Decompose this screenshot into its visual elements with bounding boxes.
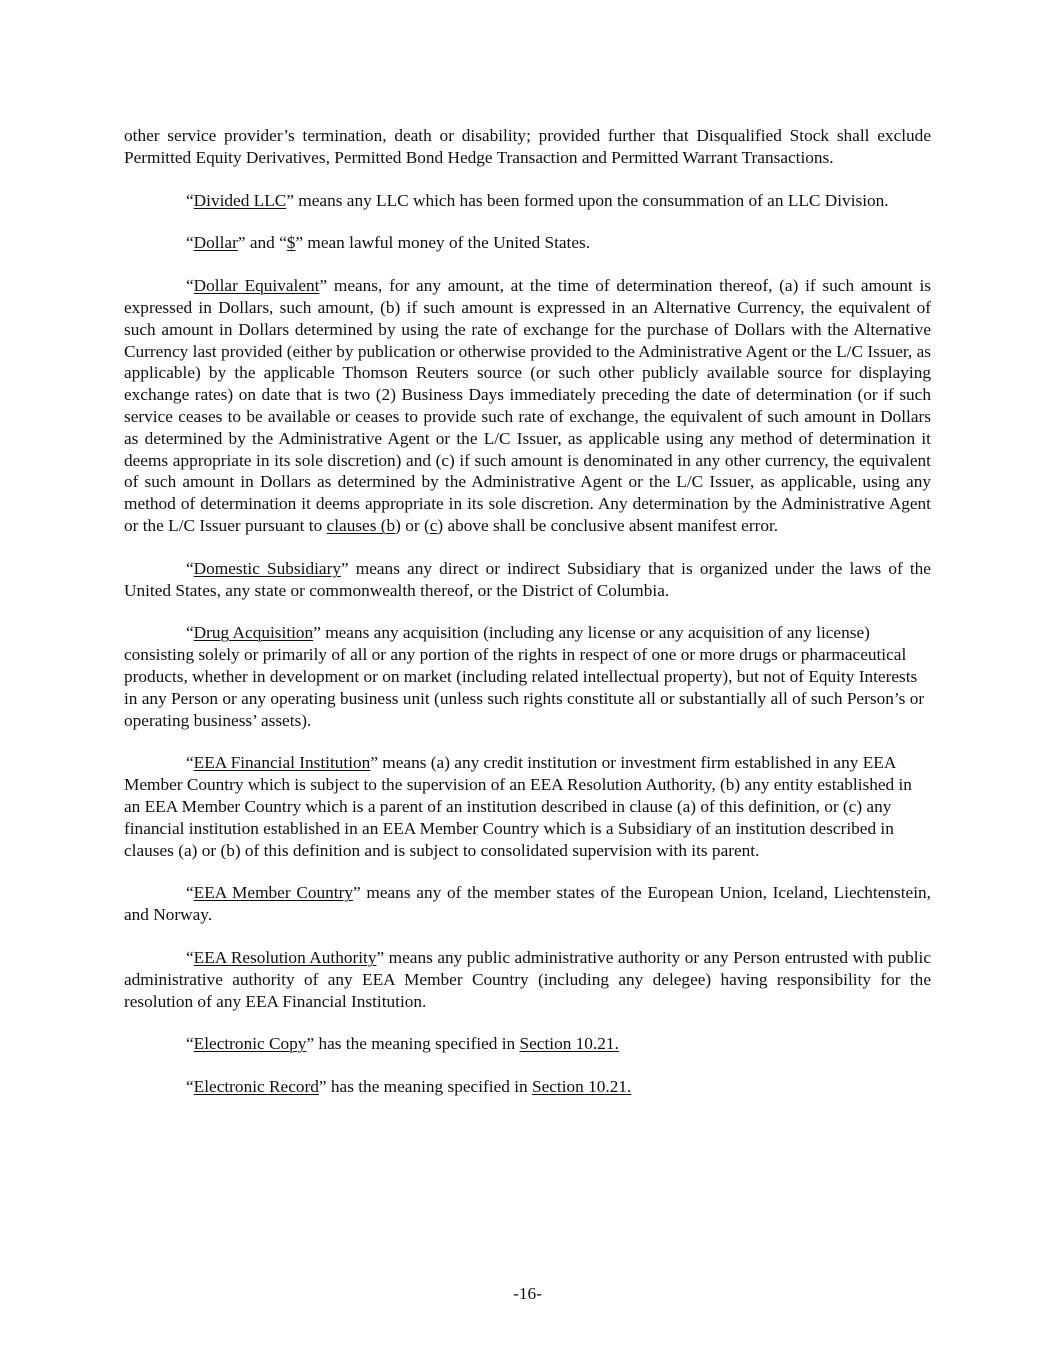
defined-term: Electronic Record xyxy=(193,1077,319,1097)
defined-term: Domestic Subsidiary xyxy=(193,558,341,578)
page-body xyxy=(124,125,931,1119)
definition-text: ” means any LLC which has been formed upon the consummation of an LLC Division. xyxy=(286,190,889,210)
definition-electronic-record: “Electronic Record” has the meaning specified in Section 10.21. xyxy=(186,1077,632,1097)
defined-term: EEA Member Country xyxy=(193,883,353,903)
definition-dollar-equivalent: “Dollar Equivalent” means, for any amount, at the time of determination thereof, (a) if such amount is expressed in Dollars, such amount, (b) if such amount is expressed in an Alternative Currency, the equivalent of such amount in Dollars determined by using the rate of exchange for the purchase of Dollars with the Alternative Currency last provided (either by publication or otherwise provided to the Administrative Agent or the L/C Issuer, as applicable) by the applicable Thomson Reuters source (or such other publicly available source for displaying exchange rates) on date that is two (2) Business Days immediately preceding the date of determination (or if such service ceases to be available or ceases to provide such rate of exchange, the equivalent of such amount in Dollars as determined by the Administrative Agent or the L/C Issuer, as applicable using any method of determination it deems appropriate in its sole discretion) and (c) if such amount is denominated in any other currency, the equivalent of such amount in Dollars as determined by the Administrative Agent or the L/C Issuer, as applicable, using any method of determination it deems appropriate in its sole discretion. Any determination by the Administrative Agent or the L/C Issuer pursuant to clauses (b) or (c) above shall be conclusive absent manifest error. xyxy=(124,276,931,535)
definition-tail: ) above shall be conclusive absent manifest error. xyxy=(437,515,779,535)
defined-term-2: $ xyxy=(286,233,296,253)
defined-term: Dollar Equivalent xyxy=(193,276,320,296)
defined-term: EEA Financial Institution xyxy=(193,753,371,773)
definition-domestic-subsidiary: “Domestic Subsidiary” means any direct or indirect Subsidiary that is organized under the laws of the United States, any state or commonwealth thereof, or the District of Columbia. xyxy=(124,558,931,600)
definition-text: ” has the meaning specified in xyxy=(306,1034,520,1054)
cross-reference: clauses (b xyxy=(326,515,396,535)
definition-text: ” has the meaning specified in xyxy=(318,1077,532,1097)
defined-term: Dollar xyxy=(193,233,238,253)
defined-term: Drug Acquisition xyxy=(193,623,314,643)
defined-term: Divided LLC xyxy=(193,190,287,210)
page-number: -16- xyxy=(513,1284,542,1303)
definition-text: ” means any acquisition (including any license or any acquisition of any license) consisting solely or primarily of all or any portion of the rights in respect of one or more drugs or pharmaceutical products, whether in development or on market (including related intellectual property), but not of Equity Interests in any Person or any operating business unit (unless such rights constitute all or substantially all of such Person’s or operating business’ assets). xyxy=(124,623,925,730)
definition-drug-acquisition: “Drug Acquisition” means any acquisition (including any license or any acquisition of any license) consisting solely or primarily of all or any portion of the rights in respect of one or more drugs or pharmaceutical products, whether in development or on market (including related intellectual property), but not of Equity Interests in any Person or any operating business unit (unless such rights constitute all or substantially all of such Person’s or operating business’ assets). xyxy=(124,623,925,730)
definition-text: ” means any direct or indirect Subsidiary that is organized under the laws of the United States, any state or commonwealth thereof, or the District of Columbia. xyxy=(124,558,931,600)
definition-eea-resolution-authority: “EEA Resolution Authority” means any public administrative authority or any Person entrusted with public administrative authority of any EEA Member Country (including any delegee) having responsibility for the resolution of any EEA Financial Institution. xyxy=(124,947,931,1011)
definition-electronic-copy: “Electronic Copy” has the meaning specified in Section 10.21. xyxy=(186,1034,619,1054)
definition-text: ” means any public administrative authority or any Person entrusted with public administrative authority of any EEA Member Country (including any delegee) having responsibility for the resolution of any EEA Financial Institution. xyxy=(124,947,931,1011)
definition-text: ” means, for any amount, at the time of determination thereof, (a) if such amount is expressed in Dollars, such amount, (b) if such amount is expressed in an Alternative Currency, the equivalent of such amount in Dollars determined by using the rate of exchange for the purchase of Dollars with the Alternative Currency last provided (either by publication or otherwise provided to the Administrative Agent or the L/C Issuer, as applicable) by the applicable Thomson Reuters source (or such other publicly available source for displaying exchange rates) on date that is two (2) Business Days immediately preceding the date of determination (or if such service ceases to be available or ceases to provide such rate of exchange, the equivalent of such amount in Dollars as determined by the Administrative Agent or the L/C Issuer, as applicable using any method of determination it deems appropriate in its sole discretion) and (c) if such amount is denominated in any other currency, the equivalent of such amount in Dollars as determined by the Administrative Agent or the L/C Issuer, as applicable, using any method of determination it deems appropriate in its sole discretion. Any determination by the Administrative Agent or the L/C Issuer pursuant to xyxy=(124,276,931,535)
definition-connector: ) or ( xyxy=(395,515,430,535)
defined-term: Electronic Copy xyxy=(193,1034,307,1054)
definition-text: ” means any of the member states of the European Union, Iceland, Liechtenstein, and Norway. xyxy=(124,883,931,925)
continuation-paragraph: other service provider’s termination, death or disability; provided further that Disqualified Stock shall exclude Permitted Equity Derivatives, Permitted Bond Hedge Transaction and Permitted Warrant Transactions. xyxy=(124,126,931,167)
defined-term: EEA Resolution Authority xyxy=(193,947,377,967)
definition-dollar: “Dollar” and “$” mean lawful money of the United States. xyxy=(186,233,591,253)
definition-text: ” means (a) any credit institution or investment firm established in any EEA Member Country which is subject to the supervision of an EEA Resolution Authority, (b) any entity established in an EEA Member Country which is a parent of an institution described in clause (a) of this definition, or (c) any financial institution established in an EEA Member Country which is a Subsidiary of an institution described in clauses (a) or (b) of this definition and is subject to consolidated supervision with its parent. xyxy=(124,753,912,860)
definition-divided-llc: “Divided LLC” means any LLC which has been formed upon the consummation of an LLC Division. xyxy=(186,190,889,210)
definition-text: ” mean lawful money of the United States. xyxy=(295,233,591,253)
cross-reference: Section 10.21. xyxy=(531,1077,632,1097)
cross-reference: Section 10.21. xyxy=(519,1034,619,1054)
definition-connector: ” and “ xyxy=(237,233,287,253)
cross-reference-2: c xyxy=(429,515,438,535)
definition-eea-member-country: “EEA Member Country” means any of the member states of the European Union, Iceland, Liechtenstein, and Norway. xyxy=(124,883,931,925)
definition-eea-financial-institution: “EEA Financial Institution” means (a) any credit institution or investment firm established in any EEA Member Country which is subject to the supervision of an EEA Resolution Authority, (b) any entity established in an EEA Member Country which is a parent of an institution described in clause (a) of this definition, or (c) any financial institution established in an EEA Member Country which is a Subsidiary of an institution described in clauses (a) or (b) of this definition and is subject to consolidated supervision with its parent. xyxy=(124,753,912,860)
